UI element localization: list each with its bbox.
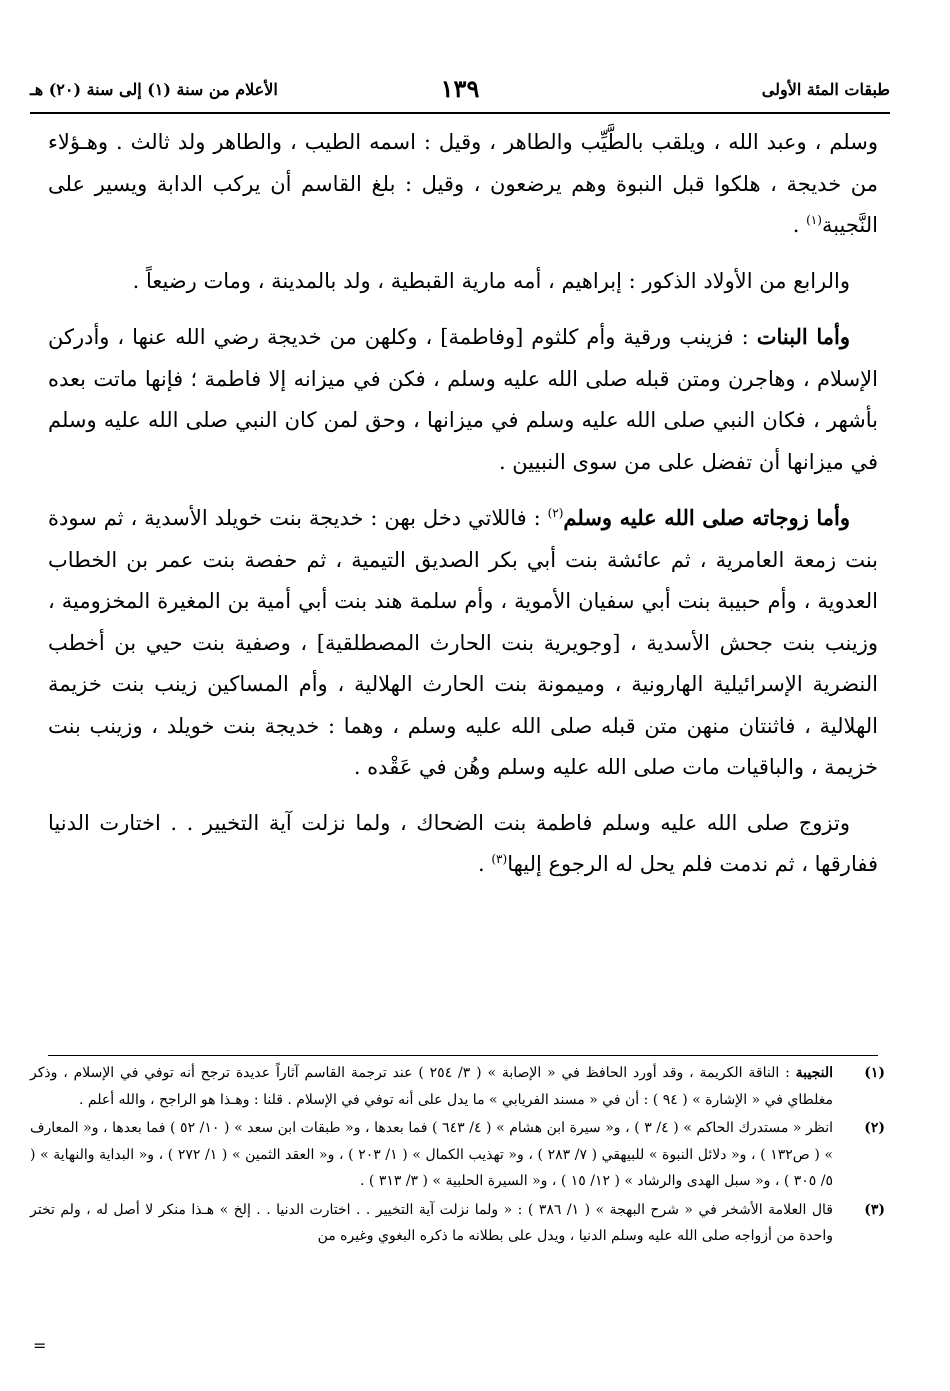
text-run: . [792, 213, 807, 237]
page-number: ١٣٩ [440, 74, 480, 103]
footnote [30, 1060, 885, 1113]
footnote [30, 1115, 885, 1195]
footnote-divider [48, 1055, 878, 1056]
bold-term: النجيبة [795, 1065, 834, 1081]
book-title: طبقات المئة الأولى [761, 80, 890, 99]
footnote-number: (٢) [864, 1120, 885, 1136]
footnote-ref: (١) [806, 213, 822, 227]
text-run: انظر « مستدرك الحاكم » ( ٤/ ٣ ) ، و« سيرة ابن هشام » ( ٤/ ٦٤٣ ) فما بعدها ، و« طبقات ابن سعد » ( ١٠/ ٥٢ ) فما بعدها ، و« المعارف » ( ص١٣٢ ) ، و« دلائل النبوة » للبيهقي ( ٧/ ٢٨٣ ) ، و« تهذيب الكمال » ( ١/ ٢٠٣ ) ، و« العقد الثمين » ( ١/ ٢٧٢ ) ، و« البداية والنهاية » ( ٥/ ٣٠٥ ) ، و« سبل الهدى والرشاد » ( ١٢/ ١٥ ) ، و« السيرة الحلبية » ( ٣/ ٣١٣ ) . [30, 1120, 834, 1189]
footnote-number: (٣) [864, 1201, 885, 1218]
footnote-ref: (٢) [547, 506, 564, 520]
text-run: والرابع من الأولاد الذكور : إبراهيم ، أمه مارية القبطية ، ولد بالمدينة ، ومات رضيعاً . [132, 268, 850, 293]
main-text [48, 122, 878, 900]
footnote-ref: (٣) [491, 852, 508, 866]
paragraph [48, 122, 878, 247]
text-run: وسلم ، وعبد الله ، ويلقب بالطَّيِّب والطاهر ، وقيل : اسمه الطيب ، والطاهر ولد ثالث . وهـؤلاء من خديجة ، هلكوا قبل النبوة وهم يرضعون ، وقيل : بلغ القاسم أن يركب الدابة ويسير على النَّجيبة [48, 130, 878, 237]
running-header [30, 74, 890, 108]
text-run: : الناقة الكريمة ، وقد أورد الحافظ في « الإصابة » ( ٣/ ٢٥٤ ) عند ترجمة القاسم آثاراً عديدة ترجح أنه توفي في الإسلام ، وذكر مغلطاي في « الإشارة » ( ٩٤ ) : أن في « مسند الفريابي » ما يدل على أنه توفي في الإسلام . قلنا : وهـذا هو الراجح ، والله أعلم . [30, 1065, 833, 1108]
bold-term: وأما زوجاته صلى الله عليه وسلم [563, 505, 850, 530]
header-divider [30, 112, 890, 114]
footnotes [30, 1060, 885, 1252]
header-subtitle: الأعلام من سنة (١) إلى سنة (٢٠) هـ [30, 80, 278, 99]
continuation-mark: = [33, 1336, 47, 1355]
text-run: وتزوج صلى الله عليه وسلم فاطمة بنت الضحاك ، ولما نزلت آية التخيير . . اختارت الدنيا ففارقها ، ثم ندمت فلم يحل له الرجوع إليها [48, 810, 878, 876]
footnote-text [30, 1115, 833, 1195]
text-run: : فزينب ورقية وأم كلثوم [وفاطمة] ، وكلهن من خديجة رضي الله عنها ، وأدركن الإسلام ، وهاجرن ومتن قبله صلى الله عليه وسلم ، فكن في ميزانه إلا فاطمة ؛ فإنها ماتت بعده بأشهر ، فكان النبي صلى الله عليه وسلم في ميزانها ، وحق لمن كان النبي صلى الله عليه وسلم في ميزانها أن تفضل على من سوى النبيين . [48, 325, 878, 474]
bold-term: وأما البنات [756, 324, 850, 349]
paragraph [48, 261, 878, 303]
footnote-text [30, 1197, 833, 1250]
paragraph [48, 497, 878, 789]
footnote [30, 1197, 885, 1250]
paragraph [48, 803, 878, 886]
text-run: : فاللاتي دخل بهن : خديجة بنت خويلد الأسدية ، ثم سودة بنت زمعة العامرية ، ثم عائشة بنت أبي بكر الصديق التيمية ، ثم حفصة بنت عمر بن الخطاب العدوية ، وأم حبيبة بنت أبي سفيان الأموية ، وأم سلمة هند بنت أبي أمية بن المغيرة المخزومية ، وزينب بنت جحش الأسدية ، [وجويرية بنت الحارث المصطلقية] ، وصفية بنت حيي بن أخطب النضرية الإسرائيلية الهارونية ، وميمونة بنت الحارث الهلالية ، وأم المساكين زينب بنت خزيمة الهلالية ، فاثنتان منهن متن قبله صلى الله عليه وسلم ، وهما : خديجة بنت خويلد ، وزينب بنت خزيمة ، والباقيات مات صلى الله عليه وسلم وهُن في عَقْده . [48, 506, 878, 779]
footnote-text [30, 1060, 833, 1113]
footnote-number: (١) [864, 1065, 885, 1081]
text-run: . [478, 852, 492, 876]
text-run: قال العلامة الأشخر في « شرح البهجة » ( ١/ ٣٨٦ ) : « ولما نزلت آية التخيير . . اختارت الدنيا . . إلخ » هـذا منكر لا أصل له ، ولم تختر واحدة من أزواجه صلى الله عليه وسلم الدنيا ، ويدل على بطلانه ما ذكره البغوي وغيره من [30, 1201, 834, 1244]
paragraph [48, 316, 878, 483]
